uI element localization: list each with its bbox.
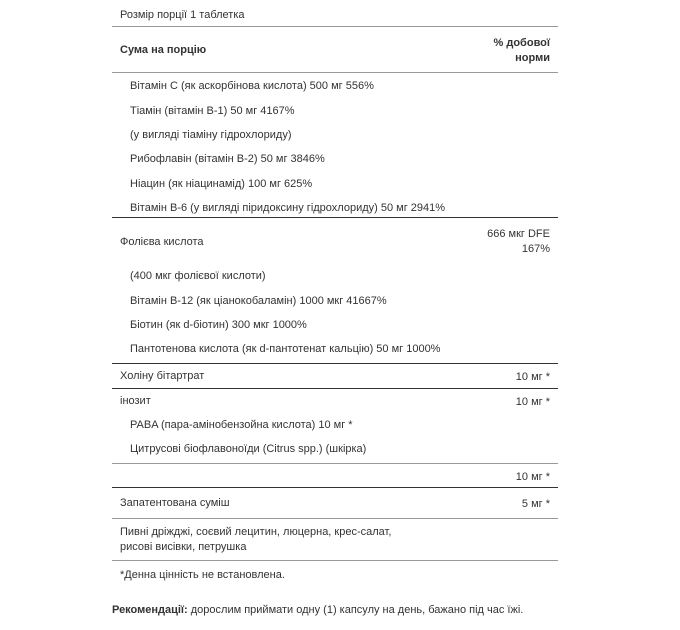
choline-value: 10 мг * xyxy=(515,371,550,383)
citrus-value-row xyxy=(112,464,558,488)
blend-value: 5 мг * xyxy=(521,498,550,510)
header-row xyxy=(112,27,558,73)
blend-row xyxy=(112,488,558,519)
nutrient-paba: PABA (пара-амінобензойна кислота) 10 мг * xyxy=(130,419,353,431)
nutrient-riboflavin: Рибофлавін (вітамін В-2) 50 мг 3846% xyxy=(130,153,325,165)
inositol-value: 10 мг * xyxy=(515,396,550,408)
vitamin-group-1 xyxy=(112,73,558,218)
vitamin-group-2 xyxy=(112,262,558,364)
recommendation-text: дорослим приймати одну (1) капсулу на день, бажано під час їжі. xyxy=(187,604,524,616)
footnote-text: *Денна цінність не встановлена. xyxy=(120,569,285,581)
nutrient-vitamin-b12: Вітамін В-12 (як ціанокобаламін) 1000 мкг 41667% xyxy=(130,295,387,307)
choline-label: Холіну бітартрат xyxy=(120,370,205,382)
citrus-value: 10 мг * xyxy=(515,471,550,483)
nutrient-folic-acid-note: (400 мкг фолієвої кислоти) xyxy=(130,270,266,282)
nutrient-pantothenic-acid: Пантотенова кислота (як d-пантотенат кальцію) 50 мг 1000% xyxy=(130,343,441,355)
inositol-label: інозит xyxy=(120,395,151,407)
nutrient-citrus-bioflavonoids: Цитрусові біофлавоноїди (Citrus spp.) (шкірка) xyxy=(130,443,367,455)
serving-size-row xyxy=(112,0,558,27)
supplement-facts-panel xyxy=(112,0,558,589)
recommendation-row xyxy=(112,604,523,616)
choline-row xyxy=(112,364,558,389)
footnote-row xyxy=(112,561,558,589)
nutrient-niacin: Ніацин (як ніацинамід) 100 мг 625% xyxy=(130,178,313,190)
blend-label: Запатентована суміш xyxy=(120,497,230,509)
amount-per-serving-header: Сума на порцію xyxy=(120,44,207,56)
recommendation-label: Рекомендації: xyxy=(112,604,188,616)
folate-row xyxy=(112,218,558,262)
nutrient-vitamin-c: Вітамін С (як аскорбінова кислота) 500 мг 556% xyxy=(130,80,374,92)
blend-ingredients: Пивні дріжджі, соєвий лецитин, люцерна, крес-салат, рисові висівки, петрушка xyxy=(120,526,392,553)
serving-size-label: Розмір порції 1 таблетка xyxy=(120,9,245,21)
daily-value-header: % добової норми xyxy=(493,37,550,64)
nutrient-thiamin: Тіамін (вітамін В-1) 50 мг 4167% xyxy=(130,105,295,117)
nutrient-thiamin-note: (у вигляді тіаміну гідрохлориду) xyxy=(130,129,292,141)
inositol-group xyxy=(112,389,558,464)
folate-label: Фолієва кислота xyxy=(120,236,204,248)
folate-value: 666 мкг DFE 167% xyxy=(487,228,550,255)
blend-ingredients-row xyxy=(112,519,558,561)
nutrient-vitamin-b6: Вітамін В-6 (у вигляді піридоксину гідрохлориду) 50 мг 2941% xyxy=(130,202,446,214)
nutrient-biotin: Біотин (як d-біотин) 300 мкг 1000% xyxy=(130,319,307,331)
